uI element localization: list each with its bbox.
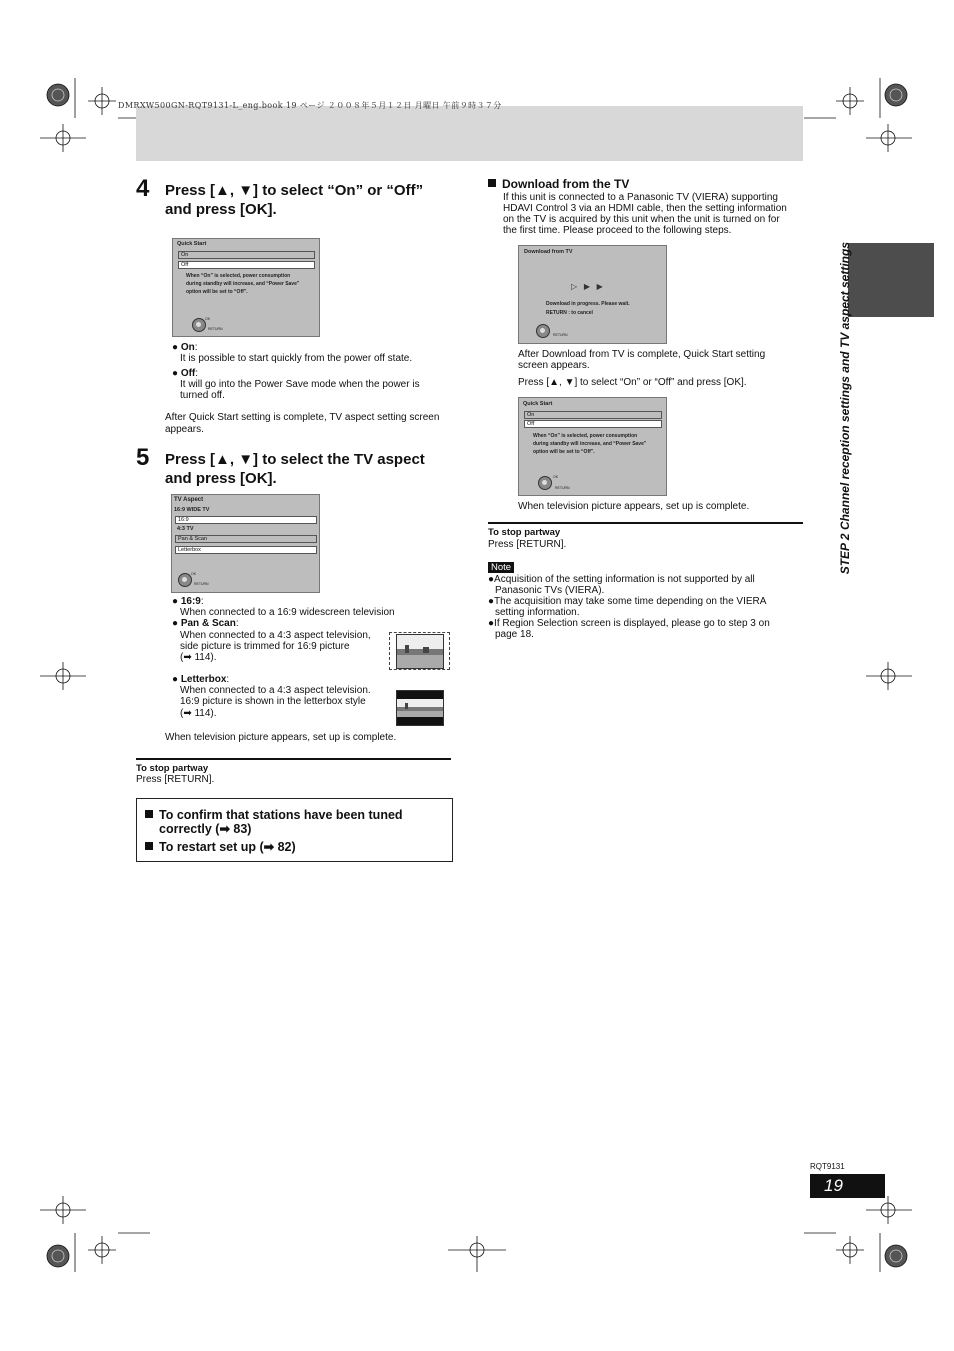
note-1: ●Acquisition of the setting information is not supported by all bbox=[488, 574, 755, 585]
screen-note-1: When “On” is selected, power consumption bbox=[186, 273, 291, 279]
quick-start-screen-2 bbox=[518, 397, 667, 496]
doc-code: RQT9131 bbox=[810, 1162, 845, 1171]
restart-line[interactable]: To restart set up (➡ 82) bbox=[145, 840, 296, 854]
note-2: ●The acquisition may take some time depending on the VIERA bbox=[488, 596, 767, 607]
divider-right bbox=[488, 522, 803, 524]
screen-note-2: during standby will increase, and “Power Save” bbox=[533, 441, 647, 447]
download-press: Press [▲, ▼] to select “On” or “Off” and press [OK]. bbox=[518, 377, 747, 388]
return-label: RETURN bbox=[208, 327, 223, 331]
page-number: 19 bbox=[810, 1174, 885, 1198]
b2-description-1: When connected to a 4:3 aspect television, bbox=[180, 630, 371, 641]
b2-description-3: (➡ 114). bbox=[180, 652, 217, 663]
ok-dial-icon bbox=[178, 573, 192, 587]
download-p3: on the TV is acquired by this unit when the unit is turned on for bbox=[503, 214, 780, 225]
pan-scan-illustration bbox=[389, 632, 450, 670]
screen-title: Download from TV bbox=[524, 249, 573, 255]
step-5-title-line2: and press [OK]. bbox=[165, 470, 277, 487]
download-p1: If this unit is connected to a Panasonic TV (VIERA) supporting bbox=[503, 192, 778, 203]
b3-description-2: 16:9 picture is shown in the letterbox style bbox=[180, 696, 366, 707]
b2-description-2: side picture is trimmed for 16:9 picture bbox=[180, 641, 350, 652]
option-on[interactable]: On bbox=[524, 411, 662, 419]
group-wide-tv: 16:9 WIDE TV bbox=[174, 507, 210, 513]
confirm-line2[interactable]: correctly (➡ 83) bbox=[159, 822, 252, 836]
return-label: RETURN bbox=[553, 333, 568, 337]
letterbox-illustration bbox=[396, 690, 444, 726]
return-dial-icon bbox=[536, 324, 550, 338]
on-description: It is possible to start quickly from the power off state. bbox=[180, 353, 413, 364]
tv-aspect-screen bbox=[171, 494, 320, 593]
confirm-line1: To confirm that stations have been tuned bbox=[145, 808, 403, 822]
stop-text-left: Press [RETURN]. bbox=[136, 774, 215, 785]
file-identifier: DMRXW500GN-RQT9131-L_eng.book 19 ページ ２００８年５月１２日 月曜日 午前９時３７分 bbox=[118, 101, 502, 110]
screen-title: TV Aspect bbox=[174, 497, 204, 503]
divider-left bbox=[136, 758, 451, 760]
stop-heading-right: To stop partway bbox=[488, 527, 561, 538]
download-screen bbox=[518, 245, 667, 344]
screen-line2: RETURN : to cancel bbox=[546, 310, 593, 316]
option-16-9[interactable]: 16:9 bbox=[175, 516, 317, 524]
square-bullet-icon bbox=[145, 810, 153, 818]
landscape-icon bbox=[397, 635, 443, 668]
step-5-title-line1: Press [▲, ▼] to select the TV aspect bbox=[165, 451, 425, 468]
progress-arrows-icon: ▷ ▶ ▶ bbox=[571, 282, 603, 291]
header-band bbox=[136, 106, 803, 161]
screen-line1: Download in progress. Please wait. bbox=[546, 301, 630, 307]
screen-title: Quick Start bbox=[177, 241, 207, 247]
b3-description-3: (➡ 114). bbox=[180, 708, 217, 719]
ok-label: OK bbox=[205, 317, 211, 321]
after-quick-start-1: After Quick Start setting is complete, TV aspect setting screen bbox=[165, 412, 440, 423]
section-tab bbox=[848, 243, 934, 317]
stop-heading-left: To stop partway bbox=[136, 763, 209, 774]
group-4-3-tv: 4:3 TV bbox=[177, 526, 194, 532]
bullet-pan-scan: ● Pan & Scan: bbox=[172, 618, 239, 629]
landscape-icon bbox=[397, 691, 443, 725]
ok-label: OK bbox=[191, 572, 197, 576]
ok-dial-icon bbox=[538, 476, 552, 490]
return-label: RETURN bbox=[555, 486, 570, 490]
return-label: RETURN bbox=[194, 582, 209, 586]
note-3: ●If Region Selection screen is displayed, please go to step 3 on bbox=[488, 618, 770, 629]
step5-done: When television picture appears, set up is complete. bbox=[165, 732, 397, 743]
screen-title: Quick Start bbox=[523, 401, 553, 407]
after-quick-start-2: appears. bbox=[165, 424, 204, 435]
ok-dial-icon bbox=[192, 318, 206, 332]
square-bullet-icon bbox=[145, 842, 153, 850]
step-4-title-line1: Press [▲, ▼] to select “On” or “Off” bbox=[165, 182, 424, 199]
download-after-1: After Download from TV is complete, Quick Start setting bbox=[518, 349, 766, 360]
screen-note-2: during standby will increase, and “Power Save” bbox=[186, 281, 300, 287]
option-off[interactable]: Off bbox=[178, 261, 315, 269]
download-p2: HDAVI Control 3 via an HDMI cable, then the setting information bbox=[503, 203, 787, 214]
side-section-title: STEP 2 Channel reception settings and TV aspect settings bbox=[838, 242, 852, 575]
note-1b: Panasonic TVs (VIERA). bbox=[495, 585, 605, 596]
screen-note-1: When “On” is selected, power consumption bbox=[533, 433, 638, 439]
note-3b: page 18. bbox=[495, 629, 534, 640]
option-letterbox[interactable]: Letterbox bbox=[175, 546, 317, 554]
bullet-16-9: ● 16:9: bbox=[172, 596, 204, 607]
screen-note-3: option will be set to “Off”. bbox=[186, 289, 248, 295]
bullet-off: ● Off: bbox=[172, 368, 199, 379]
bullet-on: ● On: bbox=[172, 342, 198, 353]
off-description-2: turned off. bbox=[180, 390, 225, 401]
step-4-title-line2: and press [OK]. bbox=[165, 201, 277, 218]
step-5-number: 5 bbox=[136, 444, 150, 471]
square-bullet-icon bbox=[488, 179, 496, 187]
download-p4: the first time. Please proceed to the following steps. bbox=[503, 225, 732, 236]
download-heading: Download from the TV bbox=[488, 177, 629, 191]
option-on[interactable]: On bbox=[178, 251, 315, 259]
off-description-1: It will go into the Power Save mode when the power is bbox=[180, 379, 420, 390]
option-pan-scan[interactable]: Pan & Scan bbox=[175, 535, 317, 543]
note-2b: setting information. bbox=[495, 607, 580, 618]
b1-description: When connected to a 16:9 widescreen television bbox=[180, 607, 395, 618]
quick-start-screen bbox=[172, 238, 320, 337]
download-done: When television picture appears, set up is complete. bbox=[518, 501, 750, 512]
step-4-number: 4 bbox=[136, 175, 150, 202]
bullet-letterbox: ● Letterbox: bbox=[172, 674, 230, 685]
ok-label: OK bbox=[553, 475, 559, 479]
stop-text-right: Press [RETURN]. bbox=[488, 539, 567, 550]
confirm-box bbox=[136, 798, 453, 862]
screen-note-3: option will be set to “Off”. bbox=[533, 449, 595, 455]
option-off[interactable]: Off bbox=[524, 420, 662, 428]
b3-description-1: When connected to a 4:3 aspect television. bbox=[180, 685, 371, 696]
note-badge: Note bbox=[488, 562, 514, 573]
download-after-2: screen appears. bbox=[518, 360, 590, 371]
